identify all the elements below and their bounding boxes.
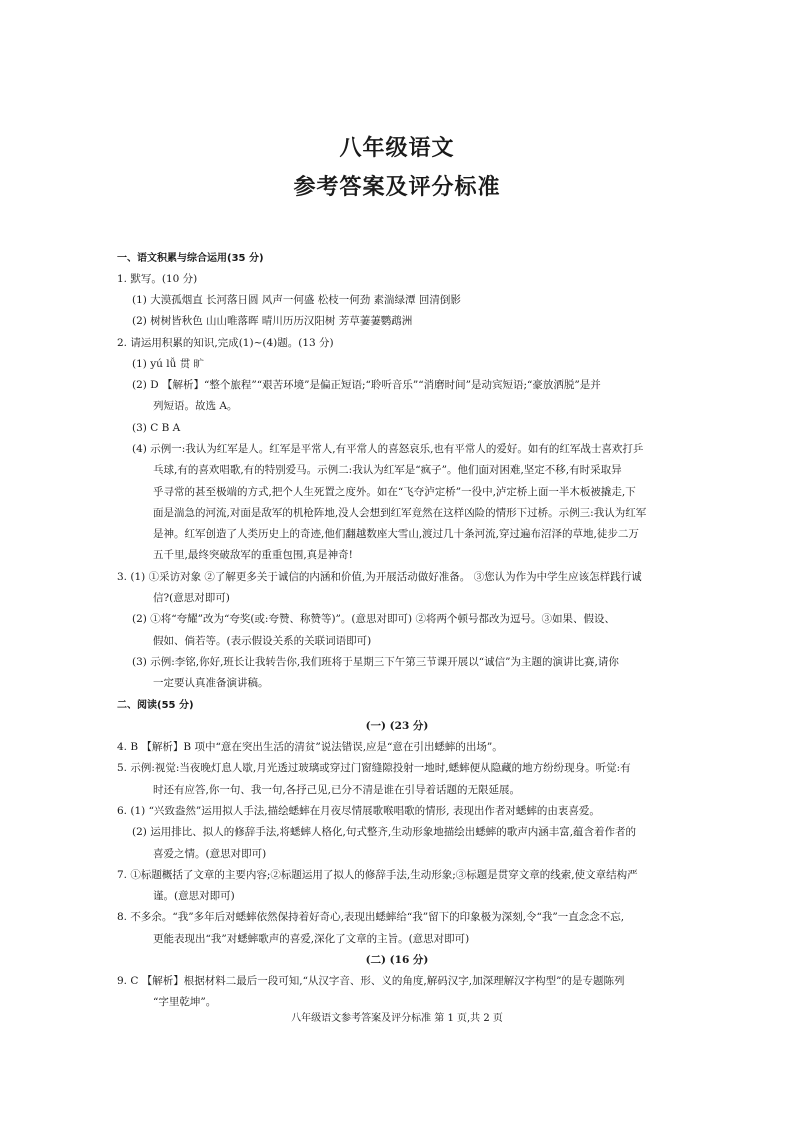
answer-line: 2. 请运用积累的知识,完成(1)~(4)题。(13 分) xyxy=(117,337,334,349)
answer-line: (1) 大漠孤烟直 长河落日圆 风声一何盛 松枝一何劲 素湍绿潭 回清倒影 xyxy=(132,294,461,306)
answer-line: (2) D 【解析】“整个旅程”“艰苦环境”是偏正短语;“聆听音乐”“消磨时间”是动宾短语;“豪放洒脱”是并 xyxy=(132,379,601,391)
answer-line: 是神。红军创造了人类历史上的奇迹,他们翻越数座大雪山,渡过几十条河流,穿过遍布沼泽的草地,徒步二万 xyxy=(153,528,639,540)
answer-line: 信?(意思对即可) xyxy=(153,592,230,604)
answer-line: 时还有应答,你一句、我一句,各抒己见,已分不清是谁在引导着话题的无限延展。 xyxy=(153,784,521,796)
page-title: 八年级语文 xyxy=(339,136,455,161)
answer-line: 五千里,最终突破敌军的重重包围,真是神奇! xyxy=(153,549,353,561)
answer-line: 1. 默写。(10 分) xyxy=(117,273,198,285)
answer-line: (3) C B A xyxy=(132,422,181,434)
answer-line: 乓球,有的喜欢唱歌,有的特别爱马。示例二:我认为红军是“疯子”。他们面对困难,坚定不移,有时采取异 xyxy=(153,464,622,476)
answer-line: (2) 树树皆秋色 山山唯落晖 晴川历历汉阳树 芳草萋萋鹦鹉洲 xyxy=(132,315,413,327)
answer-line: (2) ①将“夸耀”改为“夸奖(或:夸赞、称赞等)”。(意思对即可) ②将两个顿号都改为逗号。③如果、假设、 xyxy=(132,613,615,625)
answer-line: 7. ①标题概括了文章的主要内容;②标题运用了拟人的修辞手法,生动形象;③标题是贯穿文章的线索,使文章结构严 xyxy=(117,869,638,881)
subsection-heading: (二) (16 分) xyxy=(365,954,429,966)
answer-line: 6. (1) “兴致盎然”运用拟人手法,描绘蟋蟀在月夜尽情展歌喉唱歌的情形, 表现出作者对蟋蟀的由衷喜爱。 xyxy=(117,805,600,817)
page-subtitle: 参考答案及评分标准 xyxy=(293,175,501,200)
answer-line: (4) 示例一:我认为红军是人。红军是平常人,有平常人的喜怒哀乐,也有平常人的爱好。如有的红军战士喜欢打乒 xyxy=(132,443,644,455)
section-heading: 一、语文积累与综合运用(35 分) xyxy=(117,253,264,264)
subsection-heading: (一) (23 分) xyxy=(365,720,429,732)
answer-line: (3) 示例:李铭,你好,班长让我转告你,我们班将于星期三下午第三节课开展以“诚信”为主题的演讲比赛,请你 xyxy=(132,656,619,668)
answer-line: 4. B 【解析】B 项中“意在突出生活的清贫”说法错误,应是“意在引出蟋蟀的出场”。 xyxy=(117,741,503,753)
answer-line: 面是湍急的河流,对面是敌军的机枪阵地,没人会想到红军竟然在这样凶险的情形下过桥。示例三:我认为红军 xyxy=(153,507,647,519)
answer-line: 9. C 【解析】根据材料二最后一段可知,“从汉字音、形、义的角度,解码汉字,加深理解汉字构型”的是专题陈列 xyxy=(117,975,625,987)
answer-line: 5. 示例:视觉:当夜晚灯息人歇,月光透过玻璃或穿过门窗缝隙投射一地时,蟋蟀便从隐藏的地方纷纷现身。听觉:有 xyxy=(117,762,631,774)
answer-line: 谨。(意思对即可) xyxy=(153,890,235,902)
answer-line: 列短语。故选 A。 xyxy=(153,400,238,412)
page-footer: 八年级语文参考答案及评分标准 第 1 页,共 2 页 xyxy=(291,1013,503,1024)
answer-line: 一定要认真准备演讲稿。 xyxy=(153,677,269,689)
answer-line: 假如、倘若等。(表示假设关系的关联词语即可) xyxy=(153,635,372,647)
answer-line: (1) yú lǚ 贯 旷 xyxy=(132,358,205,370)
answer-line: 3. (1) ①采访对象 ②了解更多关于诚信的内涵和价值,为开展活动做好准备。 ③您认为作为中学生应该怎样践行诚 xyxy=(117,571,642,583)
answer-line: 8. 不多余。“我”多年后对蟋蟀依然保持着好奇心,表现出蟋蟀给“我”留下的印象极为深刻,令“我”一直念念不忘, xyxy=(117,911,625,923)
answer-line: “字里乾坤”。 xyxy=(153,996,217,1008)
answer-line: 喜爱之情。(意思对即可) xyxy=(153,848,267,860)
section-heading: 二、阅读(55 分) xyxy=(117,700,194,711)
answer-line: 更能表现出“我”对蟋蟀歌声的喜爱,深化了文章的主旨。(意思对即可) xyxy=(153,933,470,945)
answer-line: 乎寻常的甚至极端的方式,把个人生死置之度外。如在“飞夺泸定桥”一役中,泸定桥上面一半木板被撬走,下 xyxy=(153,486,636,498)
answer-line: (2) 运用排比、拟人的修辞手法,将蟋蟀人格化,句式整齐,生动形象地描绘出蟋蟀的歌声内涵丰富,蕴含着作者的 xyxy=(132,826,637,838)
